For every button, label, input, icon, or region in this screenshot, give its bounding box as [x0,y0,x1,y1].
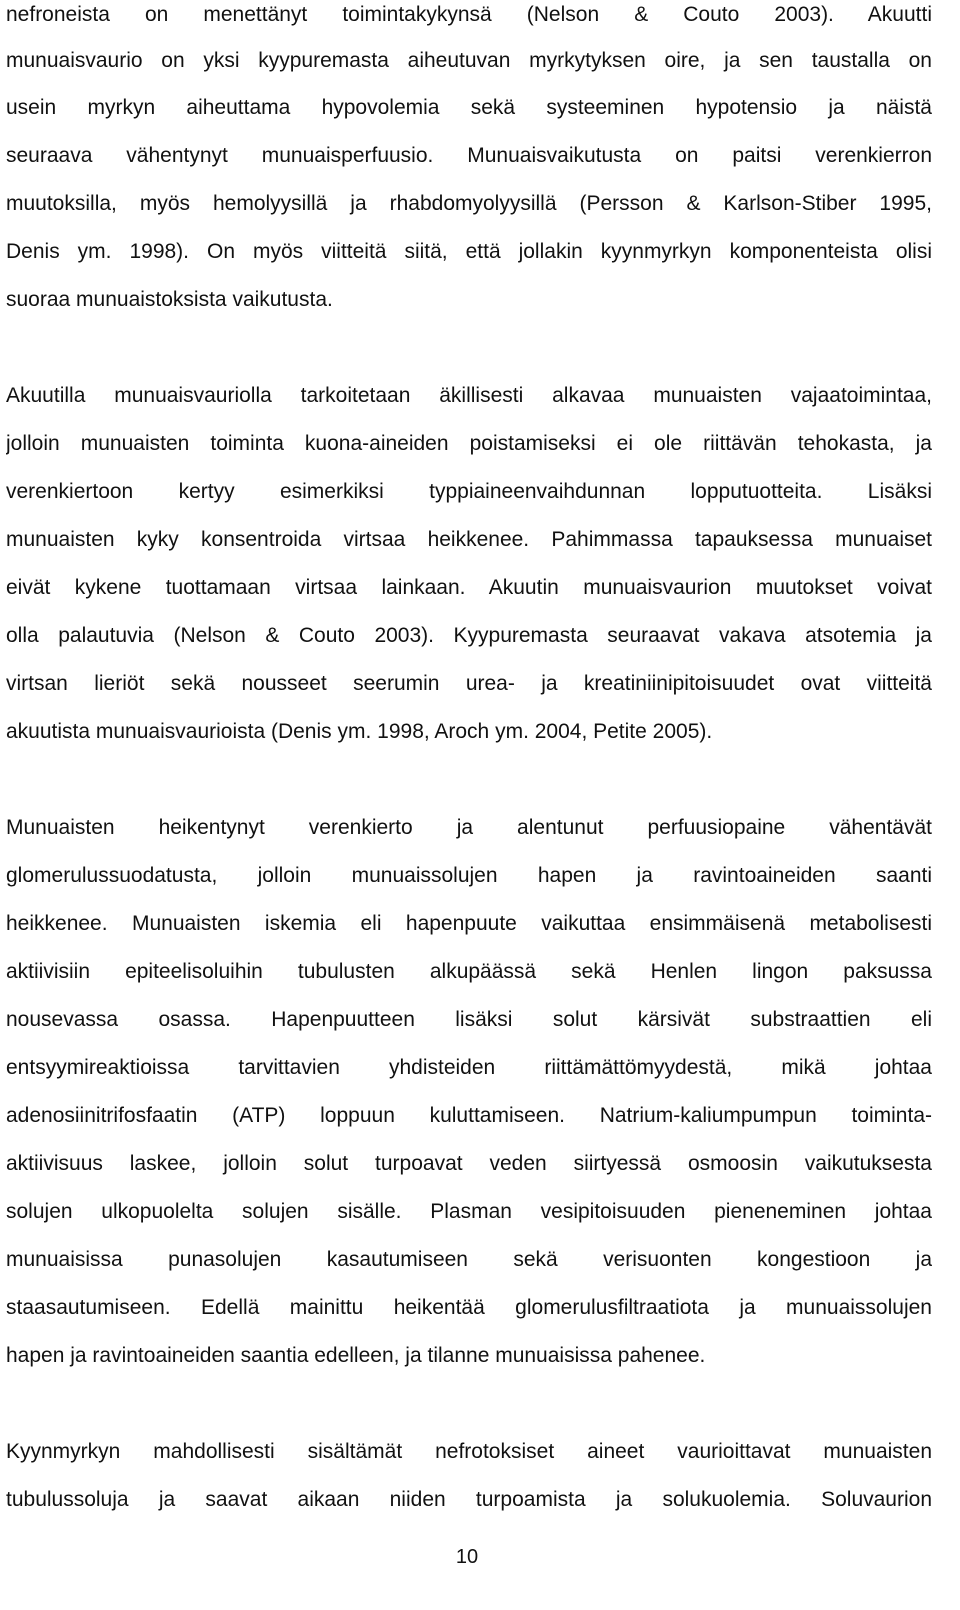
text-line: staasautumiseen. Edellä mainittu heikentää glomerulusfiltraatiota ja munuaissolujen [6,1296,932,1319]
text-line: seuraava vähentynyt munuaisperfuusio. Munuaisvaikutusta on paitsi verenkierron [6,144,932,167]
text-line: munuaisvaurio on yksi kyypuremasta aiheutuvan myrkytyksen oire, ja sen taustalla on [6,49,932,72]
text-line: eivät kykene tuottamaan virtsaa lainkaan. Akuutin munuaisvaurion muutokset voivat [6,576,932,599]
text-line: aktiivisiin epiteelisoluihin tubulusten alkupäässä sekä Henlen lingon paksussa [6,960,932,983]
page-number: 10 [455,1546,479,1568]
text-line: munuaisten kyky konsentroida virtsaa heikkenee. Pahimmassa tapauksessa munuaiset [6,528,932,551]
text-line: tubulussoluja ja saavat aikaan niiden turpoamista ja solukuolemia. Soluvaurion [6,1488,932,1511]
text-line: muutoksilla, myös hemolyysillä ja rhabdomyolyysillä (Persson & Karlson-Stiber 1995, [6,192,932,215]
text-line: adenosiinitrifosfaatin (ATP) loppuun kuluttamiseen. Natrium-kaliumpumpun toiminta- [6,1104,932,1127]
text-line: Denis ym. 1998). On myös viitteitä siitä, että jollakin kyynmyrkyn komponenteista olisi [6,240,932,263]
text-line: nefroneista on menettänyt toimintakykynsä (Nelson & Couto 2003). Akuutti [6,3,932,26]
text-line: heikkenee. Munuaisten iskemia eli hapenpuute vaikuttaa ensimmäisenä metabolisesti [6,912,932,935]
text-line: hapen ja ravintoaineiden saantia edelleen, ja tilanne munuaisissa pahenee. [6,1344,706,1367]
text-line: glomerulussuodatusta, jolloin munuaissolujen hapen ja ravintoaineiden saanti [6,864,932,887]
text-line: entsyymireaktioissa tarvittavien yhdisteiden riittämättömyydestä, mikä johtaa [6,1056,932,1079]
text-line: aktiivisuus laskee, jolloin solut turpoavat veden siirtyessä osmoosin vaikutuksesta [6,1152,932,1175]
text-line: munuaisissa punasolujen kasautumiseen sekä verisuonten kongestioon ja [6,1248,932,1271]
text-line: olla palautuvia (Nelson & Couto 2003). Kyypuremasta seuraavat vakava atsotemia ja [6,624,932,647]
text-line: nousevassa osassa. Hapenpuutteen lisäksi solut kärsivät substraattien eli [6,1008,932,1031]
text-line: solujen ulkopuolelta solujen sisälle. Plasman vesipitoisuuden pieneneminen johtaa [6,1200,932,1223]
text-line: jolloin munuaisten toiminta kuona-aineiden poistamiseksi ei ole riittävän tehokasta, ja [6,432,932,455]
text-line: akuutista munuaisvaurioista (Denis ym. 1998, Aroch ym. 2004, Petite 2005). [6,720,713,743]
text-line: Kyynmyrkyn mahdollisesti sisältämät nefrotoksiset aineet vaurioittavat munuaisten [6,1440,932,1463]
text-line: virtsan lieriöt sekä nousseet seerumin urea- ja kreatiniinipitoisuudet ovat viitteitä [6,672,932,695]
text-line: Akuutilla munuaisvauriolla tarkoitetaan äkillisesti alkavaa munuaisten vajaatoimintaa, [6,384,932,407]
text-line: verenkiertoon kertyy esimerkiksi typpiaineenvaihdunnan lopputuotteita. Lisäksi [6,480,932,503]
text-line: Munuaisten heikentynyt verenkierto ja alentunut perfuusiopaine vähentävät [6,816,932,839]
text-line: suoraa munuaistoksista vaikutusta. [6,288,333,311]
text-line: usein myrkyn aiheuttama hypovolemia sekä systeeminen hypotensio ja näistä [6,96,932,119]
